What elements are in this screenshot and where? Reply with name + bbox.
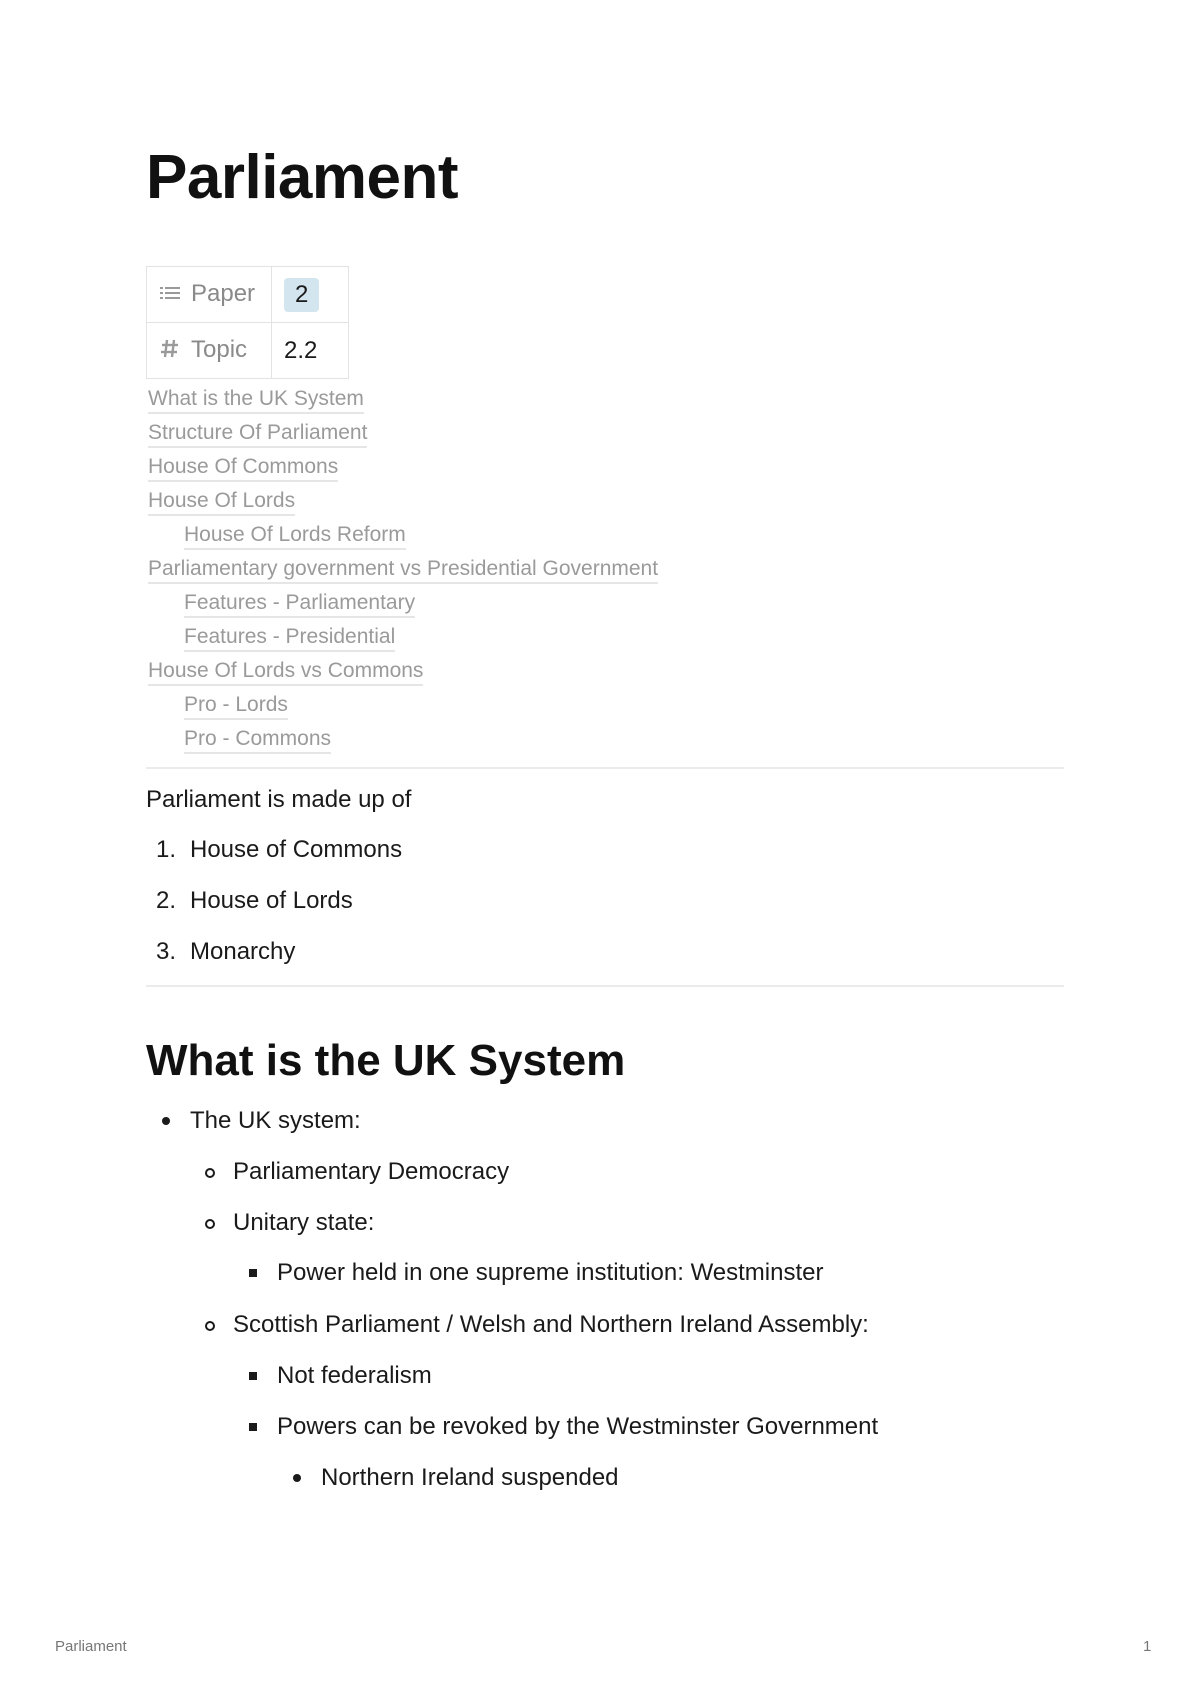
bullet-text: Parliamentary Democracy	[233, 1158, 510, 1185]
bullet-item	[249, 1412, 878, 1442]
bullet-disc-icon	[293, 1474, 301, 1482]
bullet-item	[249, 1258, 823, 1288]
property-value-cell[interactable]: 2.2	[272, 323, 349, 379]
toc-link[interactable]: Pro - Lords	[184, 692, 288, 720]
list-item-label: Monarchy	[190, 938, 296, 965]
paper-tag: 2	[284, 278, 319, 312]
bullet-disc-icon	[162, 1117, 170, 1125]
page-title: Parliament	[146, 143, 459, 212]
toc-link[interactable]: House Of Lords vs Commons	[148, 658, 423, 686]
bullet-circle-icon	[205, 1321, 215, 1331]
list-number: 1.	[156, 836, 177, 863]
bullet-item	[205, 1208, 374, 1238]
bullet-text: Powers can be revoked by the Westminster Government	[277, 1413, 879, 1440]
bullet-item	[205, 1310, 869, 1340]
property-row-paper	[147, 267, 349, 323]
bullet-square-icon	[249, 1372, 257, 1380]
property-key-label: Topic	[191, 336, 248, 364]
list-item-label: House of Commons	[190, 836, 403, 863]
property-key-cell[interactable]	[147, 323, 272, 379]
footer-doc-title: Parliament	[55, 1638, 127, 1655]
list-item	[156, 836, 402, 887]
toc-link[interactable]: House Of Lords Reform	[184, 522, 406, 550]
list-number: 3.	[156, 938, 177, 965]
list-item	[156, 938, 402, 989]
bullet-text: The UK system:	[190, 1107, 361, 1134]
list-icon	[159, 281, 181, 309]
toc-link[interactable]: What is the UK System	[148, 386, 364, 414]
bullet-text: Scottish Parliament / Welsh and Northern Ireland Assembly:	[233, 1311, 869, 1338]
list-item	[156, 887, 402, 938]
bullet-circle-icon	[205, 1168, 215, 1178]
bullet-circle-icon	[205, 1219, 215, 1229]
bullet-square-icon	[249, 1423, 257, 1431]
toc-link[interactable]: Pro - Commons	[184, 726, 331, 754]
section-heading: What is the UK System	[146, 1036, 626, 1085]
bullet-item	[249, 1361, 432, 1391]
property-key-cell[interactable]	[147, 267, 272, 323]
numbered-list	[156, 836, 402, 989]
toc-link[interactable]: Features - Parliamentary	[184, 590, 415, 618]
divider	[146, 767, 1064, 769]
bullet-text: Power held in one supreme institution: Westminster	[277, 1259, 824, 1286]
property-row-topic	[147, 323, 349, 379]
divider	[146, 985, 1064, 987]
bullet-text: Unitary state:	[233, 1209, 375, 1236]
footer-page-number: 1	[1143, 1638, 1152, 1655]
bullet-text: Not federalism	[277, 1362, 432, 1389]
list-item-label: House of Lords	[190, 887, 353, 914]
list-number: 2.	[156, 887, 177, 914]
intro-text: Parliament is made up of	[146, 786, 412, 813]
toc-link[interactable]: Structure Of Parliament	[148, 420, 367, 448]
hash-icon	[159, 337, 181, 365]
property-key-label: Paper	[191, 280, 256, 308]
toc-link[interactable]: Features - Presidential	[184, 624, 395, 652]
toc-link[interactable]: House Of Commons	[148, 454, 338, 482]
properties-table	[146, 266, 349, 379]
toc-link[interactable]: House Of Lords	[148, 488, 295, 516]
toc-link[interactable]: Parliamentary government vs Presidential Government	[148, 556, 658, 584]
bullet-item	[293, 1463, 619, 1493]
bullet-text: Northern Ireland suspended	[321, 1464, 619, 1491]
property-value-cell[interactable]	[272, 267, 349, 323]
bullet-item	[162, 1106, 361, 1136]
bullet-square-icon	[249, 1269, 257, 1277]
bullet-item	[205, 1157, 509, 1187]
